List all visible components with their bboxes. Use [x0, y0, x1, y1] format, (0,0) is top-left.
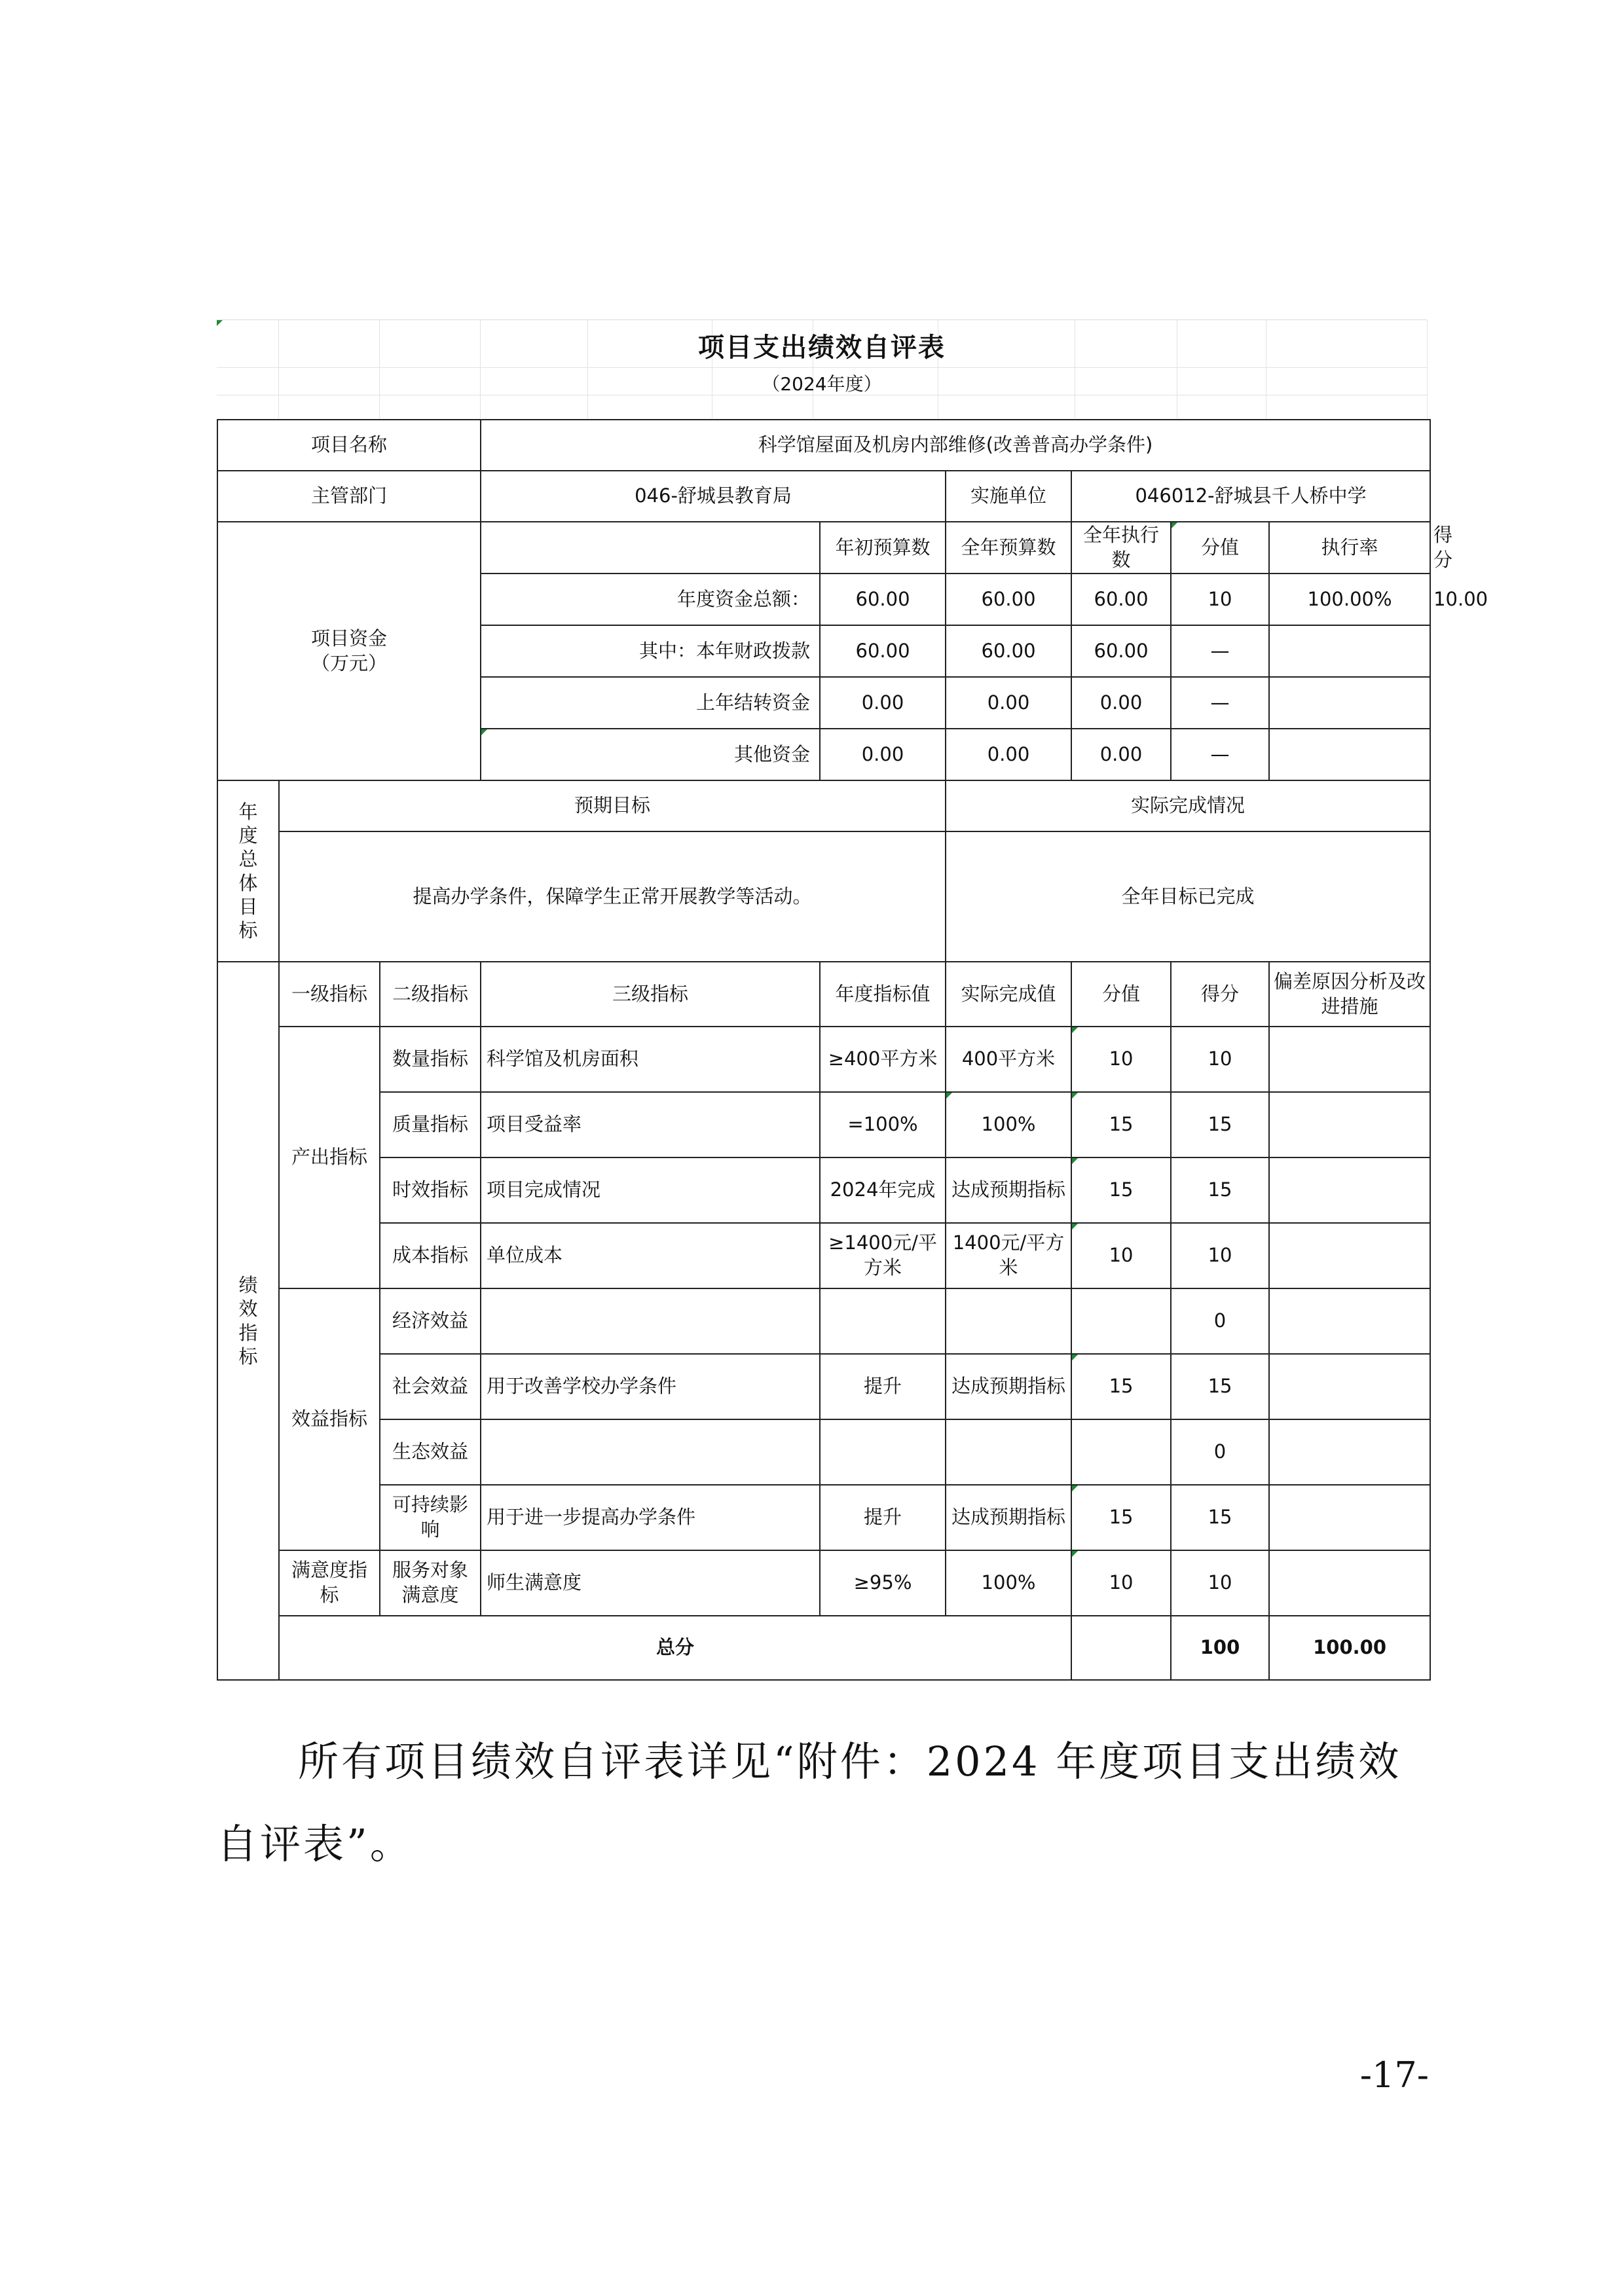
project-name-row	[217, 420, 1430, 471]
note-cell	[1269, 1223, 1430, 1288]
perf-row	[217, 1354, 1430, 1419]
score-text: 10	[1109, 1244, 1134, 1267]
level2-cell: 经济效益	[380, 1288, 481, 1354]
actual-cell: 100%	[946, 1550, 1071, 1616]
level3-cell: 单位成本	[481, 1223, 820, 1288]
funds-header-cell: 执行率	[1269, 522, 1430, 574]
funds-header-cell	[1171, 522, 1269, 574]
funds-cell	[1269, 677, 1430, 729]
funds-cell	[1269, 729, 1430, 780]
total-got: 100.00	[1269, 1616, 1430, 1680]
sheet-title-area	[217, 319, 1427, 418]
page-number: -17-	[1359, 2054, 1429, 2096]
funds-cell	[1269, 625, 1430, 677]
perf-header-cell: 二级指标	[380, 962, 481, 1027]
level3-cell: 用于改善学校办学条件	[481, 1354, 820, 1419]
perf-header-cell: 得分	[1171, 962, 1269, 1027]
score-text: 15	[1109, 1113, 1134, 1136]
got-cell: 15	[1171, 1354, 1269, 1419]
perf-header-cell: 偏差原因分析及改进措施	[1269, 962, 1430, 1027]
note-cell	[1269, 1485, 1430, 1550]
actual-cell: 达成预期指标	[946, 1485, 1071, 1550]
perf-header-cell: 分值	[1071, 962, 1171, 1027]
level3-cell	[481, 1288, 820, 1354]
unit-value: 046012-舒城县千人桥中学	[1071, 471, 1430, 522]
perf-header-cell: 实际完成值	[946, 962, 1071, 1027]
score-text: 10	[1109, 1571, 1134, 1594]
funds-cell: 0.00	[946, 677, 1071, 729]
actual-cell	[946, 1092, 1071, 1157]
level3-cell	[481, 1419, 820, 1485]
score-text: 15	[1109, 1375, 1134, 1398]
department-row	[217, 471, 1430, 522]
actual-cell	[946, 1419, 1071, 1485]
target-cell	[820, 1419, 946, 1485]
score-text: 10	[1109, 1048, 1134, 1070]
note-cell	[1269, 1288, 1430, 1354]
got-cell: 10	[1171, 1027, 1269, 1092]
perf-row	[217, 1223, 1430, 1288]
actual-cell: 达成预期指标	[946, 1354, 1071, 1419]
score-text: 15	[1109, 1178, 1134, 1201]
funds-cell: 0.00	[820, 677, 946, 729]
perf-header-row	[217, 962, 1430, 1027]
funds-cell: 60.00	[1071, 625, 1171, 677]
note-cell	[1269, 1419, 1430, 1485]
target-cell: ≥400平方米	[820, 1027, 946, 1092]
funds-label-text: 项目资金 （万元）	[311, 627, 388, 674]
funds-cell: 0.00	[1071, 729, 1171, 780]
form-title: 项目支出绩效自评表	[698, 333, 946, 363]
total-label: 总分	[279, 1616, 1071, 1680]
funds-header-cell: 全年执行数	[1071, 522, 1171, 574]
funds-row-label: 其中：本年财政拨款	[481, 625, 820, 677]
level3-cell: 师生满意度	[481, 1550, 820, 1616]
total-blank	[1071, 1616, 1171, 1680]
target-cell: 提升	[820, 1485, 946, 1550]
score-cell	[1071, 1550, 1171, 1616]
note-cell	[1269, 1550, 1430, 1616]
note-cell	[1269, 1092, 1430, 1157]
funds-row-label: 上年结转资金	[481, 677, 820, 729]
score-cell	[1071, 1288, 1171, 1354]
goals-header-row	[217, 780, 1430, 831]
score-cell	[1071, 1092, 1171, 1157]
unit-label: 实施单位	[946, 471, 1071, 522]
perf-row	[217, 1288, 1430, 1354]
project-name-label: 项目名称	[217, 420, 481, 471]
score-cell	[1071, 1419, 1171, 1485]
note-cell	[1269, 1027, 1430, 1092]
level2-cell: 质量指标	[380, 1092, 481, 1157]
goals-expected: 提高办学条件，保障学生正常开展教学等活动。	[279, 831, 946, 962]
funds-cell: 60.00	[820, 625, 946, 677]
actual-text: 100%	[981, 1113, 1036, 1136]
goals-expected-header: 预期目标	[279, 780, 946, 831]
level1-cell: 满意度指标	[279, 1550, 380, 1616]
funds-cell: —	[1171, 677, 1269, 729]
score-cell	[1071, 1485, 1171, 1550]
funds-cell: —	[1171, 729, 1269, 780]
note-cell	[1269, 1157, 1430, 1223]
perf-label-text: 绩效指标	[238, 1274, 258, 1368]
funds-cell: —	[1171, 625, 1269, 677]
dept-label: 主管部门	[217, 471, 481, 522]
level1-cell: 产出指标	[279, 1027, 380, 1288]
total-score: 100	[1171, 1616, 1269, 1680]
evaluation-table	[217, 419, 1488, 1681]
level3-cell: 用于进一步提高办学条件	[481, 1485, 820, 1550]
level2-cell: 社会效益	[380, 1354, 481, 1419]
score-cell	[1071, 1354, 1171, 1419]
target-cell: =100%	[820, 1092, 946, 1157]
funds-cell: 60.00	[1071, 574, 1171, 625]
funds-header-text: 分值	[1201, 536, 1240, 558]
goals-actual: 全年目标已完成	[946, 831, 1430, 962]
perf-header-cell: 一级指标	[279, 962, 380, 1027]
score-cell	[1071, 1027, 1171, 1092]
got-cell: 15	[1171, 1485, 1269, 1550]
level3-cell: 项目完成情况	[481, 1157, 820, 1223]
level2-cell: 生态效益	[380, 1419, 481, 1485]
got-cell: 0	[1171, 1419, 1269, 1485]
level3-cell: 项目受益率	[481, 1092, 820, 1157]
dept-value: 046-舒城县教育局	[481, 471, 946, 522]
funds-label	[217, 522, 481, 780]
perf-row	[217, 1027, 1430, 1092]
got-cell: 10	[1171, 1550, 1269, 1616]
score-cell	[1071, 1157, 1171, 1223]
funds-header-blank	[481, 522, 820, 574]
funds-header-row: 项目资金 （万元） 年初预算数 全年预算数 全年执行数 分值 执行率 得分	[217, 522, 1430, 574]
actual-cell: 400平方米	[946, 1027, 1071, 1092]
funds-cell: 0.00	[820, 729, 946, 780]
actual-cell: 达成预期指标	[946, 1157, 1071, 1223]
funds-cell: 60.00	[946, 625, 1071, 677]
goals-actual-header: 实际完成情况	[946, 780, 1430, 831]
note-cell	[1269, 1354, 1430, 1419]
evaluation-sheet	[217, 319, 1488, 1659]
funds-cell: 0.00	[946, 729, 1071, 780]
perf-row	[217, 1550, 1430, 1616]
funds-header-cell: 全年预算数	[946, 522, 1071, 574]
funds-row-label	[481, 729, 820, 780]
got-cell: 10	[1171, 1223, 1269, 1288]
score-cell	[1071, 1223, 1171, 1288]
actual-cell	[946, 1288, 1071, 1354]
score-text: 15	[1109, 1506, 1134, 1529]
level3-cell: 科学馆及机房面积	[481, 1027, 820, 1092]
form-year: （2024年度）	[762, 373, 882, 395]
total-row	[217, 1616, 1430, 1680]
funds-header-cell: 年初预算数	[820, 522, 946, 574]
level2-cell: 时效指标	[380, 1157, 481, 1223]
perf-row	[217, 1419, 1430, 1485]
perf-row	[217, 1485, 1430, 1550]
perf-row	[217, 1157, 1430, 1223]
got-cell: 0	[1171, 1288, 1269, 1354]
funds-cell: 0.00	[1071, 677, 1171, 729]
funds-cell: 10	[1171, 574, 1269, 625]
funds-row: 年度资金总额： 60.00 60.00 60.00 10 100.00% 10.00	[217, 574, 1430, 625]
perf-header-cell: 三级指标	[481, 962, 820, 1027]
level2-cell: 可持续影响	[380, 1485, 481, 1550]
target-cell: ≥1400元/平方米	[820, 1223, 946, 1288]
funds-row-label: 年度资金总额：	[481, 574, 820, 625]
goals-label	[217, 780, 279, 962]
got-cell: 15	[1171, 1157, 1269, 1223]
goals-label-text: 年度总体目标	[238, 800, 258, 941]
got-cell: 15	[1171, 1092, 1269, 1157]
perf-header-cell: 年度指标值	[820, 962, 946, 1027]
funds-cell: 60.00	[820, 574, 946, 625]
funds-cell: 100.00%	[1269, 574, 1430, 625]
target-cell: 2024年完成	[820, 1157, 946, 1223]
funds-cell: 60.00	[946, 574, 1071, 625]
target-cell	[820, 1288, 946, 1354]
goals-content-row	[217, 831, 1430, 962]
project-name-value: 科学馆屋面及机房内部维修(改善普高办学条件)	[481, 420, 1430, 471]
target-cell: ≥95%	[820, 1550, 946, 1616]
level2-cell: 成本指标	[380, 1223, 481, 1288]
level1-cell: 效益指标	[279, 1288, 380, 1550]
level2-cell: 服务对象满意度	[380, 1550, 481, 1616]
actual-cell: 1400元/平方米	[946, 1223, 1071, 1288]
perf-label	[217, 962, 279, 1680]
body-paragraph: 所有项目绩效自评表详见“附件：2024 年度项目支出绩效自评表”。	[217, 1738, 1402, 1868]
level2-cell: 数量指标	[380, 1027, 481, 1092]
perf-row	[217, 1092, 1430, 1157]
funds-row-label-text: 其他资金	[734, 742, 811, 765]
target-cell: 提升	[820, 1354, 946, 1419]
